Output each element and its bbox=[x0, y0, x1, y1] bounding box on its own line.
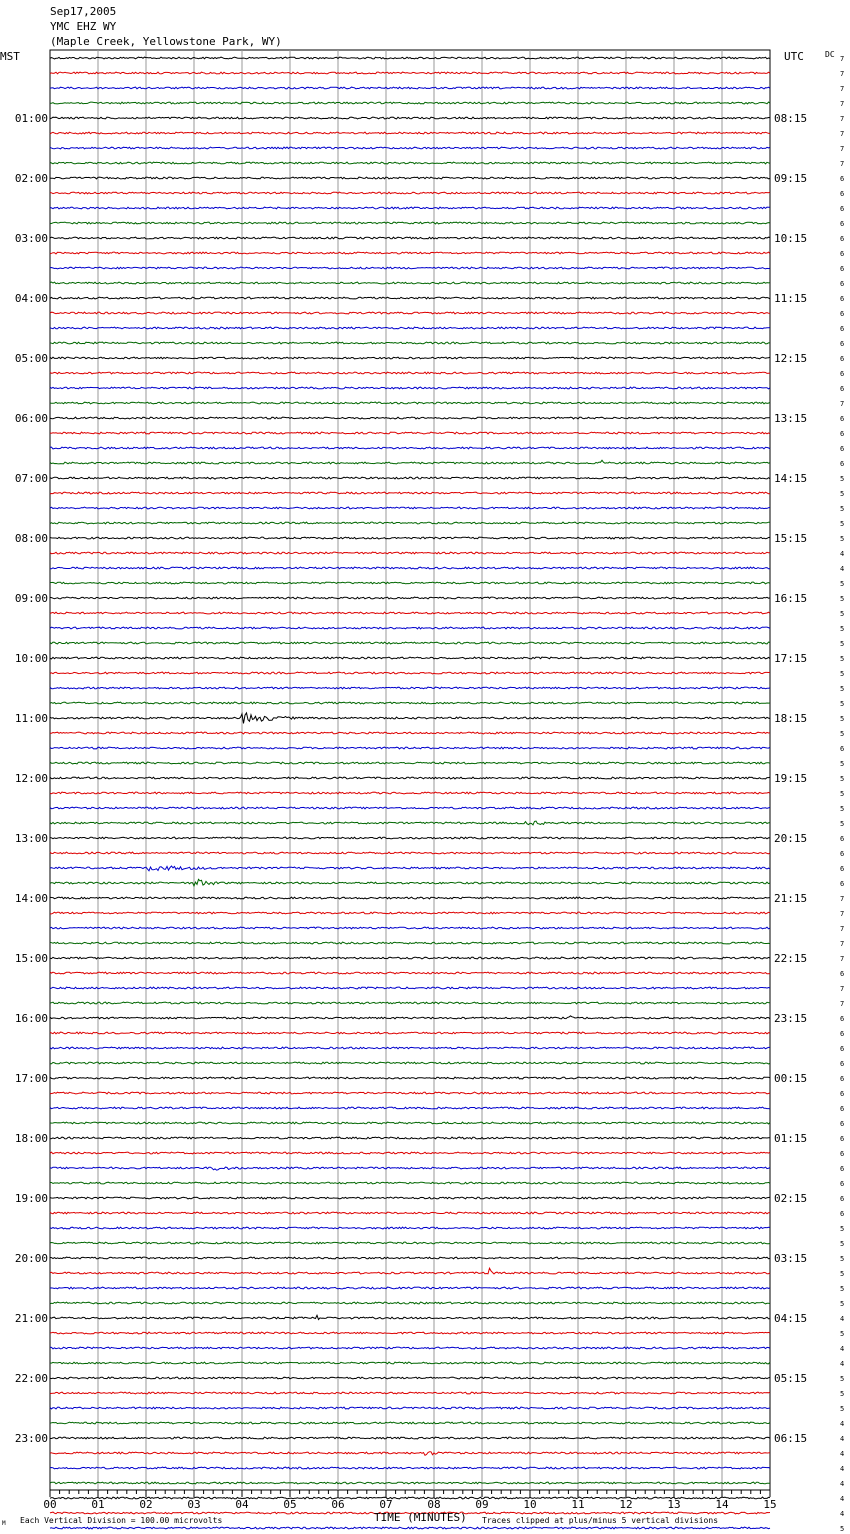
right-hour-label: 04:15 bbox=[774, 1312, 808, 1325]
seismic-trace bbox=[50, 1332, 770, 1334]
seismic-trace bbox=[50, 147, 770, 149]
seismic-trace bbox=[50, 642, 770, 644]
dc-value: 6 bbox=[840, 265, 845, 273]
seismic-trace bbox=[50, 72, 770, 74]
dc-value: 5 bbox=[840, 670, 845, 678]
dc-value: 6 bbox=[840, 1165, 845, 1173]
right-hour-label: 22:15 bbox=[774, 952, 808, 965]
left-hour-label: 15:00 bbox=[14, 952, 48, 965]
dc-value: 6 bbox=[840, 175, 845, 183]
x-tick-label: 15 bbox=[763, 1498, 777, 1511]
left-hour-label: 08:00 bbox=[14, 532, 48, 545]
dc-value: 7 bbox=[840, 955, 845, 963]
right-hour-label: 00:15 bbox=[774, 1072, 808, 1085]
seismic-trace bbox=[50, 432, 770, 434]
dc-value: 5 bbox=[840, 535, 845, 543]
dc-value: 4 bbox=[840, 1480, 845, 1488]
seismic-trace bbox=[50, 1407, 770, 1409]
right-hour-label: 10:15 bbox=[774, 232, 808, 245]
dc-value: 7 bbox=[840, 400, 845, 408]
dc-value: 6 bbox=[840, 1135, 845, 1143]
dc-value: 4 bbox=[840, 550, 845, 558]
seismic-trace bbox=[50, 297, 770, 299]
seismic-trace bbox=[50, 672, 770, 674]
seismic-trace bbox=[50, 417, 770, 419]
seismic-trace bbox=[50, 357, 770, 359]
dc-value: 6 bbox=[840, 280, 845, 288]
dc-value: 6 bbox=[840, 745, 845, 753]
dc-value: 6 bbox=[840, 1210, 845, 1218]
seismic-trace bbox=[50, 312, 770, 314]
dc-value: 5 bbox=[840, 1285, 845, 1293]
seismic-trace bbox=[50, 821, 770, 825]
left-hour-label: 03:00 bbox=[14, 232, 48, 245]
dc-value: 5 bbox=[840, 820, 845, 828]
dc-value: 6 bbox=[840, 205, 845, 213]
dc-value: 7 bbox=[840, 925, 845, 933]
dc-value: 4 bbox=[840, 1510, 845, 1518]
dc-value: 7 bbox=[840, 55, 845, 63]
seismic-trace bbox=[50, 627, 770, 629]
x-tick-label: 07 bbox=[379, 1498, 393, 1511]
left-hour-label: 13:00 bbox=[14, 832, 48, 845]
dc-value: 6 bbox=[840, 190, 845, 198]
dc-value: 6 bbox=[840, 415, 845, 423]
seismic-trace bbox=[50, 237, 770, 239]
seismic-trace bbox=[50, 1268, 770, 1274]
dc-value: 5 bbox=[840, 490, 845, 498]
dc-value: 6 bbox=[840, 220, 845, 228]
dc-value: 5 bbox=[840, 1300, 845, 1308]
dc-value: 5 bbox=[840, 595, 845, 603]
x-tick-label: 02 bbox=[139, 1498, 153, 1511]
seismic-trace bbox=[50, 713, 770, 724]
dc-value: 6 bbox=[840, 1150, 845, 1158]
dc-value: 5 bbox=[840, 715, 845, 723]
right-hour-label: 21:15 bbox=[774, 892, 808, 905]
seismic-trace bbox=[50, 807, 770, 809]
dc-value: 5 bbox=[840, 505, 845, 513]
x-tick-label: 12 bbox=[619, 1498, 633, 1511]
seismic-trace bbox=[50, 447, 770, 449]
seismic-trace bbox=[50, 777, 770, 779]
dc-value: 6 bbox=[840, 1090, 845, 1098]
right-hour-label: 01:15 bbox=[774, 1132, 808, 1145]
dc-value: 5 bbox=[840, 790, 845, 798]
seismic-trace bbox=[50, 552, 770, 554]
dc-value: 6 bbox=[840, 340, 845, 348]
seismic-trace bbox=[50, 1016, 770, 1019]
dc-value: 5 bbox=[840, 610, 845, 618]
dc-value: 5 bbox=[840, 805, 845, 813]
left-hour-label: 16:00 bbox=[14, 1012, 48, 1025]
right-hour-label: 13:15 bbox=[774, 412, 808, 425]
dc-value: 4 bbox=[840, 1360, 845, 1368]
seismic-trace bbox=[50, 537, 770, 539]
seismic-trace bbox=[50, 1452, 770, 1456]
dc-value: 6 bbox=[840, 445, 845, 453]
right-hour-label: 11:15 bbox=[774, 292, 808, 305]
seismic-trace bbox=[50, 477, 770, 479]
seismic-trace bbox=[50, 852, 770, 854]
seismic-trace bbox=[50, 1137, 770, 1139]
dc-value: 5 bbox=[840, 730, 845, 738]
dc-value: 6 bbox=[840, 1195, 845, 1203]
dc-value: 4 bbox=[840, 1435, 845, 1443]
seismic-trace bbox=[50, 1315, 770, 1319]
dc-value: 5 bbox=[840, 1270, 845, 1278]
dc-value: 6 bbox=[840, 1030, 845, 1038]
seismic-trace bbox=[50, 402, 770, 404]
x-tick-label: 01 bbox=[91, 1498, 105, 1511]
seismic-trace bbox=[50, 1077, 770, 1079]
seismic-trace bbox=[50, 132, 770, 134]
seismic-trace bbox=[50, 57, 770, 59]
left-hour-label: 20:00 bbox=[14, 1252, 48, 1265]
dc-value: 7 bbox=[840, 70, 845, 78]
right-hour-label: 08:15 bbox=[774, 112, 808, 125]
seismic-trace bbox=[50, 327, 770, 329]
seismic-trace bbox=[50, 1422, 770, 1424]
dc-value: 4 bbox=[840, 1465, 845, 1473]
x-axis-label: TIME (MINUTES) bbox=[374, 1511, 467, 1524]
seismic-trace bbox=[50, 732, 770, 734]
seismic-trace bbox=[50, 207, 770, 209]
left-hour-label: 11:00 bbox=[14, 712, 48, 725]
dc-value: 5 bbox=[840, 640, 845, 648]
seismic-trace bbox=[50, 1497, 770, 1499]
right-hour-label: 14:15 bbox=[774, 472, 808, 485]
seismic-trace bbox=[50, 1167, 770, 1170]
seismic-trace bbox=[50, 597, 770, 599]
seismic-trace bbox=[50, 1212, 770, 1214]
seismic-trace bbox=[50, 1482, 770, 1484]
seismic-trace bbox=[50, 747, 770, 749]
seismic-trace bbox=[50, 657, 770, 659]
dc-value: 5 bbox=[840, 1375, 845, 1383]
dc-value: 5 bbox=[840, 655, 845, 663]
dc-label: DC bbox=[825, 50, 835, 59]
seismic-trace bbox=[50, 1257, 770, 1259]
dc-value: 6 bbox=[840, 430, 845, 438]
right-timezone-label: UTC bbox=[784, 50, 804, 63]
dc-value: 7 bbox=[840, 1000, 845, 1008]
seismic-trace bbox=[50, 522, 770, 524]
dc-value: 5 bbox=[840, 1405, 845, 1413]
seismic-trace bbox=[50, 507, 770, 509]
seismic-trace bbox=[50, 912, 770, 914]
left-hour-label: 02:00 bbox=[14, 172, 48, 185]
seismic-trace bbox=[50, 1287, 770, 1289]
dc-value: 7 bbox=[840, 895, 845, 903]
seismic-trace bbox=[50, 1227, 770, 1229]
seismic-trace bbox=[50, 1437, 770, 1439]
plot-frame bbox=[50, 50, 770, 1490]
dc-value: 4 bbox=[840, 1495, 845, 1503]
dc-value: 6 bbox=[840, 1120, 845, 1128]
seismic-trace bbox=[50, 192, 770, 194]
x-tick-label: 09 bbox=[475, 1498, 489, 1511]
seismic-trace bbox=[50, 702, 770, 704]
seismic-trace bbox=[50, 1347, 770, 1349]
seismic-trace bbox=[50, 1092, 770, 1094]
x-tick-label: 00 bbox=[43, 1498, 57, 1511]
seismic-trace bbox=[50, 1197, 770, 1199]
right-hour-label: 06:15 bbox=[774, 1432, 808, 1445]
dc-value: 5 bbox=[840, 1225, 845, 1233]
right-hour-label: 02:15 bbox=[774, 1192, 808, 1205]
seismic-trace bbox=[50, 1047, 770, 1049]
left-hour-label: 23:00 bbox=[14, 1432, 48, 1445]
dc-value: 5 bbox=[840, 580, 845, 588]
right-hour-label: 15:15 bbox=[774, 532, 808, 545]
seismic-trace bbox=[50, 1107, 770, 1109]
dc-value: 6 bbox=[840, 370, 845, 378]
seismic-trace bbox=[50, 1377, 770, 1379]
seismic-trace bbox=[50, 222, 770, 224]
seismic-trace bbox=[50, 342, 770, 344]
dc-value: 6 bbox=[840, 1060, 845, 1068]
seismic-trace bbox=[50, 492, 770, 494]
left-hour-label: 05:00 bbox=[14, 352, 48, 365]
dc-value: 6 bbox=[840, 235, 845, 243]
seismic-trace bbox=[50, 942, 770, 944]
seismic-trace bbox=[50, 1002, 770, 1004]
seismic-trace bbox=[50, 957, 770, 959]
dc-value: 7 bbox=[840, 100, 845, 108]
dc-value: 7 bbox=[840, 985, 845, 993]
dc-value: 4 bbox=[840, 1345, 845, 1353]
seismic-trace bbox=[50, 927, 770, 929]
dc-value: 7 bbox=[840, 85, 845, 93]
seismic-trace bbox=[50, 460, 770, 464]
seismic-trace bbox=[50, 102, 770, 104]
seismic-trace bbox=[50, 1152, 770, 1154]
right-hour-label: 12:15 bbox=[774, 352, 808, 365]
dc-value: 6 bbox=[840, 385, 845, 393]
dc-value: 5 bbox=[840, 1240, 845, 1248]
seismic-trace bbox=[50, 972, 770, 974]
left-hour-label: 06:00 bbox=[14, 412, 48, 425]
seismic-trace bbox=[50, 1527, 770, 1529]
left-hour-label: 18:00 bbox=[14, 1132, 48, 1145]
seismic-trace bbox=[50, 87, 770, 89]
seismic-trace bbox=[50, 866, 770, 871]
seismic-trace bbox=[50, 879, 770, 886]
dc-value: 6 bbox=[840, 250, 845, 258]
left-hour-label: 01:00 bbox=[14, 112, 48, 125]
dc-value: 6 bbox=[840, 295, 845, 303]
right-hour-label: 16:15 bbox=[774, 592, 808, 605]
dc-value: 6 bbox=[840, 970, 845, 978]
dc-value: 6 bbox=[840, 460, 845, 468]
right-hour-label: 18:15 bbox=[774, 712, 808, 725]
seismic-trace bbox=[50, 1302, 770, 1304]
dc-value: 6 bbox=[840, 880, 845, 888]
seismic-trace bbox=[50, 117, 770, 119]
seismic-trace bbox=[50, 1467, 770, 1469]
left-hour-label: 19:00 bbox=[14, 1192, 48, 1205]
dc-value: 6 bbox=[840, 1075, 845, 1083]
seismic-trace bbox=[50, 162, 770, 164]
left-hour-label: 17:00 bbox=[14, 1072, 48, 1085]
left-timezone-label: MST bbox=[0, 50, 20, 63]
seismic-trace bbox=[50, 1362, 770, 1364]
seismic-trace bbox=[50, 762, 770, 764]
seismic-trace bbox=[50, 612, 770, 614]
dc-value: 6 bbox=[840, 850, 845, 858]
left-hour-label: 14:00 bbox=[14, 892, 48, 905]
header-station: YMC EHZ WY bbox=[50, 20, 117, 33]
seismic-trace bbox=[50, 1032, 770, 1034]
seismic-trace bbox=[50, 252, 770, 254]
seismic-trace bbox=[50, 687, 770, 689]
seismic-trace bbox=[50, 582, 770, 584]
dc-value: 4 bbox=[840, 1315, 845, 1323]
dc-value: 6 bbox=[840, 1015, 845, 1023]
right-hour-label: 19:15 bbox=[774, 772, 808, 785]
seismic-trace bbox=[50, 1062, 770, 1064]
dc-value: 5 bbox=[840, 1390, 845, 1398]
seismic-trace bbox=[50, 897, 770, 899]
x-tick-label: 13 bbox=[667, 1498, 681, 1511]
left-hour-label: 09:00 bbox=[14, 592, 48, 605]
dc-value: 5 bbox=[840, 520, 845, 528]
seismic-trace bbox=[50, 792, 770, 794]
dc-value: 7 bbox=[840, 160, 845, 168]
dc-value: 6 bbox=[840, 325, 845, 333]
dc-value: 5 bbox=[840, 475, 845, 483]
left-hour-label: 07:00 bbox=[14, 472, 48, 485]
dc-value: 6 bbox=[840, 865, 845, 873]
seismic-trace bbox=[50, 282, 770, 284]
right-hour-label: 20:15 bbox=[774, 832, 808, 845]
dc-value: 5 bbox=[840, 1525, 845, 1533]
dc-value: 5 bbox=[840, 775, 845, 783]
dc-value: 7 bbox=[840, 130, 845, 138]
x-tick-label: 05 bbox=[283, 1498, 297, 1511]
seismic-trace bbox=[50, 1122, 770, 1124]
corner-mark: M bbox=[2, 1520, 6, 1527]
right-hour-label: 03:15 bbox=[774, 1252, 808, 1265]
dc-value: 6 bbox=[840, 310, 845, 318]
dc-value: 4 bbox=[840, 1420, 845, 1428]
right-hour-label: 05:15 bbox=[774, 1372, 808, 1385]
dc-value: 5 bbox=[840, 685, 845, 693]
x-tick-label: 03 bbox=[187, 1498, 201, 1511]
dc-value: 5 bbox=[840, 760, 845, 768]
x-tick-label: 11 bbox=[571, 1498, 585, 1511]
seismic-trace bbox=[50, 987, 770, 989]
x-tick-label: 08 bbox=[427, 1498, 441, 1511]
seismic-trace bbox=[50, 837, 770, 839]
dc-value: 5 bbox=[840, 625, 845, 633]
dc-value: 4 bbox=[840, 565, 845, 573]
seismic-trace bbox=[50, 1392, 770, 1394]
seismic-trace bbox=[50, 1182, 770, 1184]
header-location: (Maple Creek, Yellowstone Park, WY) bbox=[50, 35, 282, 48]
x-tick-label: 06 bbox=[331, 1498, 345, 1511]
dc-value: 6 bbox=[840, 835, 845, 843]
dc-value: 6 bbox=[840, 1105, 845, 1113]
seismic-trace bbox=[50, 1242, 770, 1244]
right-hour-label: 17:15 bbox=[774, 652, 808, 665]
seismic-trace bbox=[50, 267, 770, 269]
right-hour-label: 23:15 bbox=[774, 1012, 808, 1025]
dc-value: 6 bbox=[840, 1045, 845, 1053]
dc-value: 7 bbox=[840, 145, 845, 153]
dc-value: 5 bbox=[840, 1255, 845, 1263]
dc-value: 6 bbox=[840, 1180, 845, 1188]
x-tick-label: 10 bbox=[523, 1498, 537, 1511]
dc-value: 5 bbox=[840, 1330, 845, 1338]
dc-value: 6 bbox=[840, 355, 845, 363]
seismic-trace bbox=[50, 567, 770, 569]
clip-note: Traces clipped at plus/minus 5 vertical divisions bbox=[482, 1516, 719, 1525]
left-hour-label: 04:00 bbox=[14, 292, 48, 305]
seismic-trace bbox=[50, 387, 770, 389]
left-hour-label: 21:00 bbox=[14, 1312, 48, 1325]
dc-value: 7 bbox=[840, 940, 845, 948]
x-tick-label: 04 bbox=[235, 1498, 249, 1511]
x-tick-label: 14 bbox=[715, 1498, 729, 1511]
header-date: Sep17,2005 bbox=[50, 5, 117, 18]
left-hour-label: 10:00 bbox=[14, 652, 48, 665]
dc-value: 7 bbox=[840, 115, 845, 123]
dc-value: 7 bbox=[840, 910, 845, 918]
dc-value: 5 bbox=[840, 700, 845, 708]
scale-note: Each Vertical Division = 100.00 microvolts bbox=[20, 1516, 223, 1525]
seismic-trace bbox=[50, 372, 770, 374]
right-hour-label: 09:15 bbox=[774, 172, 808, 185]
seismic-trace bbox=[50, 177, 770, 179]
left-hour-label: 22:00 bbox=[14, 1372, 48, 1385]
dc-value: 4 bbox=[840, 1450, 845, 1458]
left-hour-label: 12:00 bbox=[14, 772, 48, 785]
